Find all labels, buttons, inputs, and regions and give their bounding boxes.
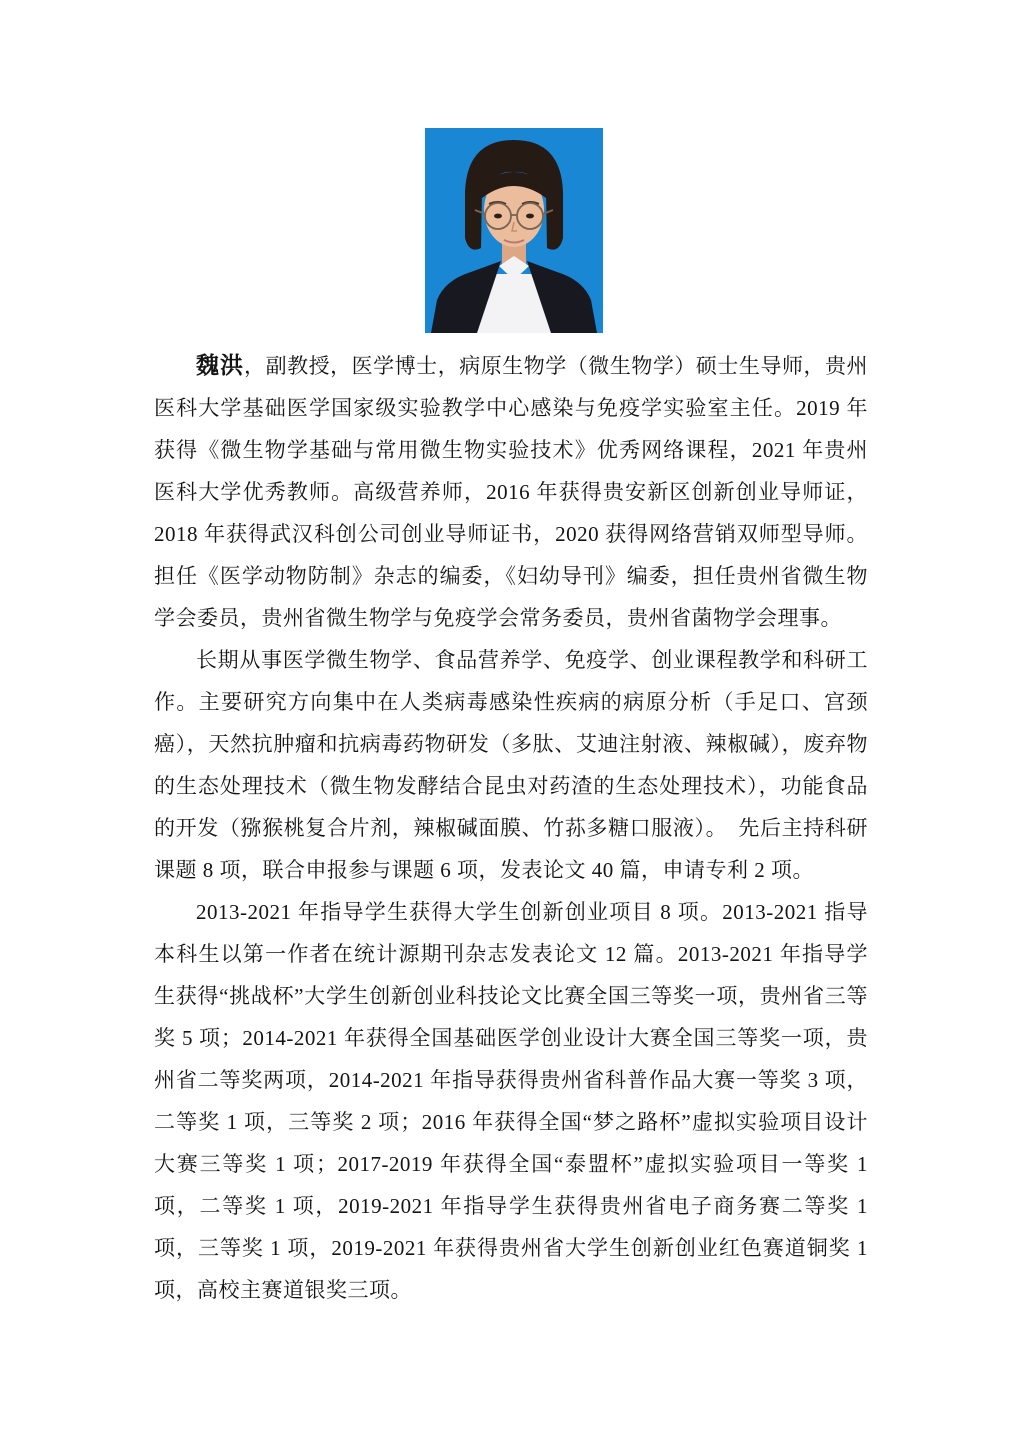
- bio-paragraph-awards: 2013-2021 年指导学生获得大学生创新创业项目 8 项。2013-2021 指导本科生以第一作者在统计源期刊杂志发表论文 12 篇。2013-2021 年指导学生获得“挑战杯”大学生创新创业科技论文比赛全国三等奖一项，贵州省三等奖 5 项；2014-2021 年获得全国基础医学创业设计大赛全国三等奖一项，贵州省二等奖两项，2014-2021 年指导获得贵州省科普作品大赛一等奖 3 项，二等奖 1 项，三等奖 2 项；2016 年获得全国“梦之路杯”虚拟实验项目设计大赛三等奖 1 项；2017-2019 年获得全国“泰盟杯”虚拟实验项目一等奖 1 项，二等奖 1 项，2019-2021 年指导学生获得贵州省电子商务赛二等奖 1 项，三等奖 1 项，2019-2021 年获得贵州省大学生创新创业红色赛道铜奖 1 项，高校主赛道银奖三项。: [154, 900, 868, 1302]
- portrait-eye-left: [494, 214, 502, 219]
- person-name: 魏洪: [196, 352, 245, 378]
- portrait-photo-graphic: [425, 128, 603, 333]
- portrait-photo: [425, 128, 603, 333]
- portrait-eye-right: [526, 214, 534, 219]
- bio-paragraph-intro-text: ，副教授，医学博士，病原生物学（微生物学）硕士生导师，贵州医科大学基础医学国家级实验教学中心感染与免疫学实验室主任。2019 年获得《微生物学基础与常用微生物实验技术》优秀网络课程，2021 年贵州医科大学优秀教师。高级营养师，2016 年获得贵安新区创新创业导师证，2018 年获得武汉科创公司创业导师证书，2020 获得网络营销双师型导师。担任《医学动物防制》杂志的编委，《妇幼导刊》编委，担任贵州省微生物学会委员，贵州省微生物学与免疫学会常务委员，贵州省菌物学会理事。: [154, 354, 869, 630]
- bio-paragraph-research: 长期从事医学微生物学、食品营养学、免疫学、创业课程教学和科研工作。主要研究方向集中在人类病毒感染性疾病的病原分析（手足口、宫颈癌），天然抗肿瘤和抗病毒药物研发（多肽、艾迪注射液、辣椒碱），废弃物的生态处理技术（微生物发酵结合昆虫对药渣的生态处理技术），功能食品的开发（猕猴桃复合片剂，辣椒碱面膜、竹荪多糖口服液）。 先后主持科研课题 8 项，联合申报参与课题 6 项，发表论文 40 篇，申请专利 2 项。: [154, 648, 868, 882]
- bio-paragraph-intro: [154, 344, 868, 639]
- bio-text: [154, 344, 868, 1311]
